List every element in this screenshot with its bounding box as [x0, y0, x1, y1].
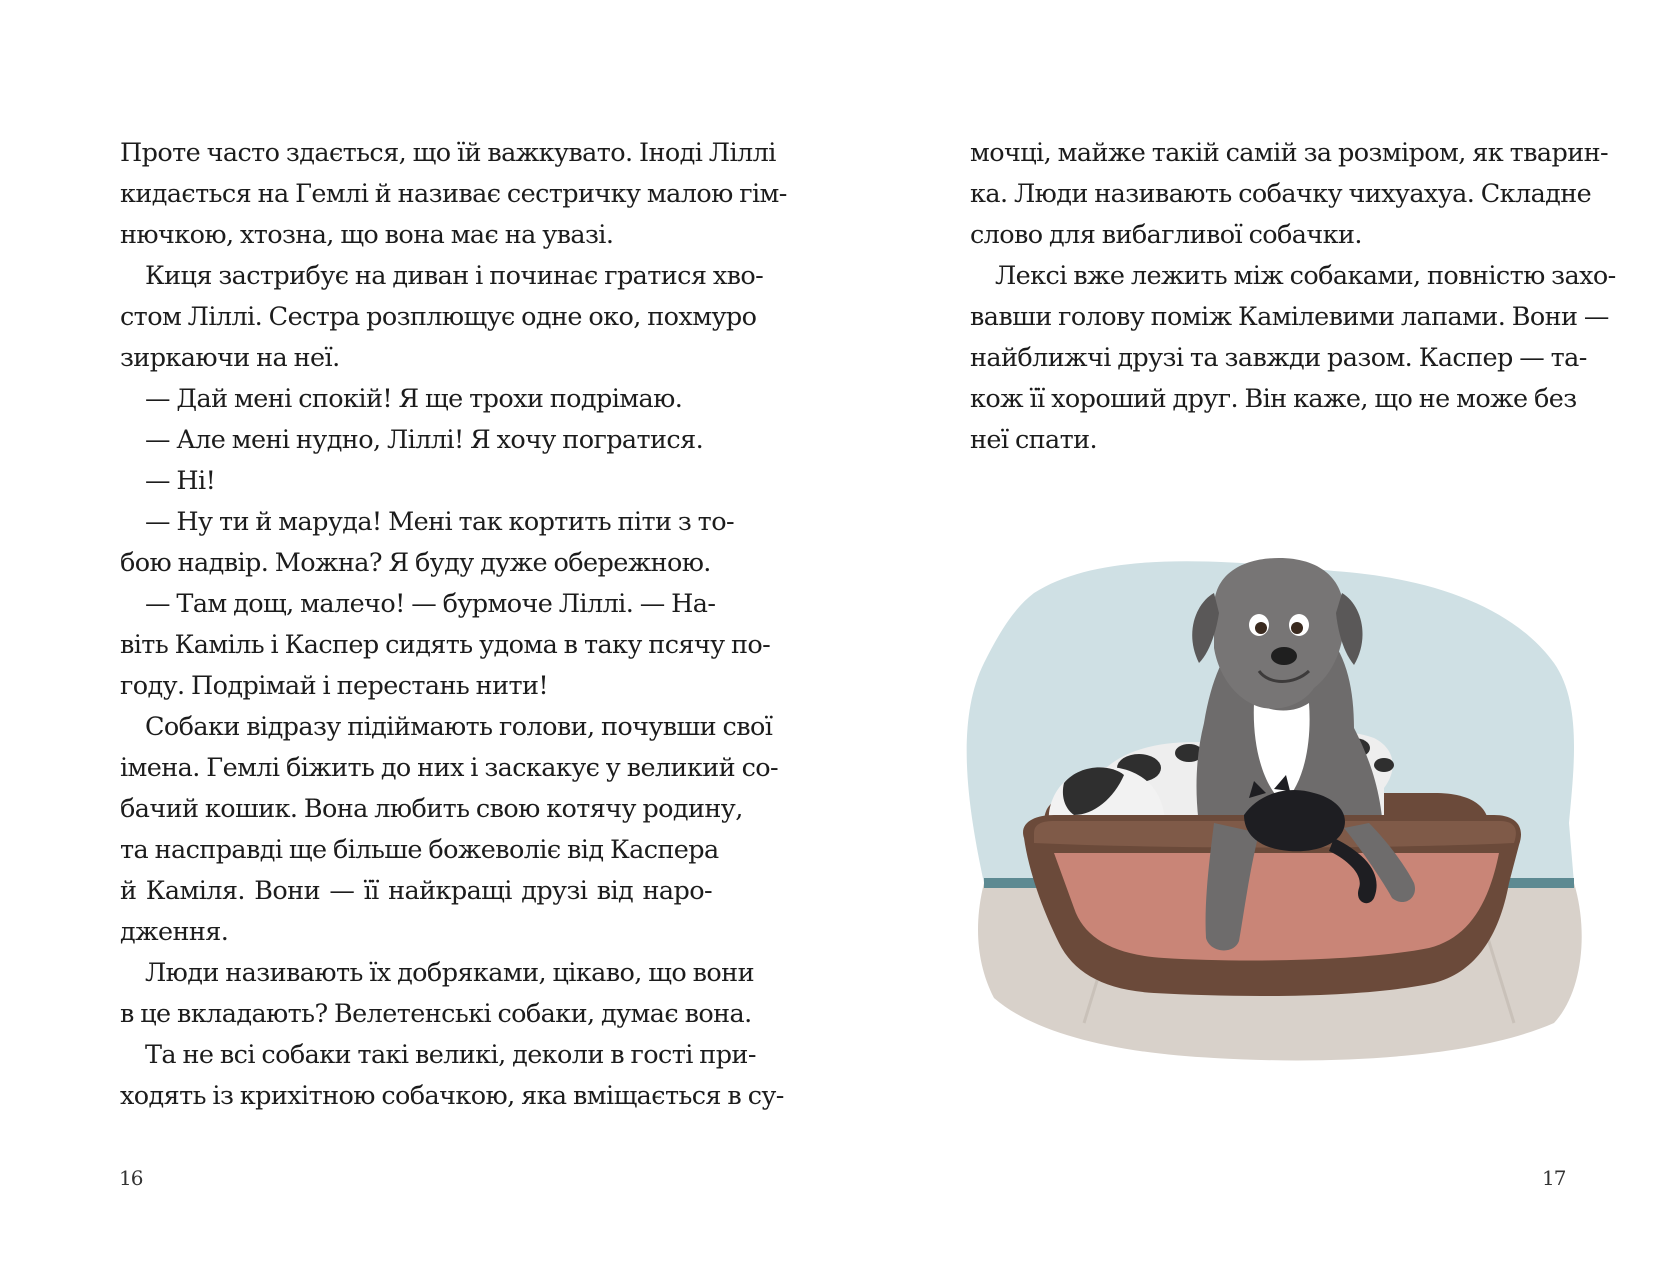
dogs-in-bed-illustration: [914, 553, 1614, 1073]
text-line: — Дай мені спокій! Я ще трохи подрімаю.: [145, 384, 683, 414]
text-line: нючкою, хтозна, що вона має на увазі.: [120, 220, 614, 250]
text-line: кидається на Гемлі й називає сестричку малою гім-: [120, 179, 787, 209]
right-page-text: [970, 133, 1616, 461]
text-line: Та не всі собаки такі великі, деколи в гості при-: [145, 1040, 756, 1070]
text-line: Проте часто здається, що їй важкувато. Іноді Ліллі: [120, 138, 776, 168]
page-number: 17: [1542, 1166, 1566, 1190]
text-line: слово для вибагливої собачки.: [970, 220, 1362, 250]
text-line: в це вкладають? Велетенські собаки, думає вона.: [120, 999, 752, 1029]
text-line: — Ну ти й маруда! Мені так кортить піти з то-: [145, 507, 734, 537]
text-line: віть Каміль і Каспер сидять удома в таку псячу по-: [120, 630, 771, 660]
right-page: [827, 0, 1654, 1270]
text-line: ходять із крихітною собачкою, яка вміщається в су-: [120, 1081, 784, 1111]
text-line: найближчі друзі та завжди разом. Каспер — та-: [970, 343, 1587, 373]
text-line: імена. Гемлі біжить до них і заскакує у великий со-: [120, 753, 779, 783]
text-line: бачий кошик. Вона любить свою котячу родину,: [120, 794, 743, 824]
text-line: дження.: [120, 917, 229, 947]
text-line: — Але мені нудно, Ліллі! Я хочу погратися.: [145, 425, 704, 455]
text-line: вавши голову поміж Камілевими лапами. Вони —: [970, 302, 1609, 332]
text-line: ка. Люди називають собачку чихуахуа. Складне: [970, 179, 1592, 209]
text-line: Люди називають їх добряками, цікаво, що вони: [145, 958, 754, 988]
text-line: мочці, майже такій самій за розміром, як тварин-: [970, 138, 1609, 168]
text-line: неї спати.: [970, 425, 1098, 455]
text-line: Лексі вже лежить між собаками, повністю захо-: [995, 261, 1616, 291]
text-line: Собаки відразу підіймають голови, почувши свої: [145, 712, 773, 742]
text-line: — Там дощ, малечо! — бурмоче Ліллі. — На-: [145, 589, 716, 619]
page-number: 16: [119, 1166, 143, 1190]
left-page-text: [120, 133, 787, 1117]
text-line: кож її хороший друг. Він каже, що не може без: [970, 384, 1577, 414]
text-line: та насправді ще більше божеволіє від Каспера: [120, 835, 719, 865]
text-line: году. Подрімай і перестань нити!: [120, 671, 549, 701]
text-line: Киця застрибує на диван і починає гратися хво-: [145, 261, 764, 291]
text-line: й Каміля. Вони — її найкращі друзі від наро-: [120, 876, 712, 906]
text-line: бою надвір. Можна? Я буду дуже обережною.: [120, 548, 711, 578]
text-line: — Ні!: [145, 466, 216, 496]
text-line: стом Ліллі. Сестра розплющує одне око, похмуро: [120, 302, 757, 332]
text-line: зиркаючи на неї.: [120, 343, 340, 373]
